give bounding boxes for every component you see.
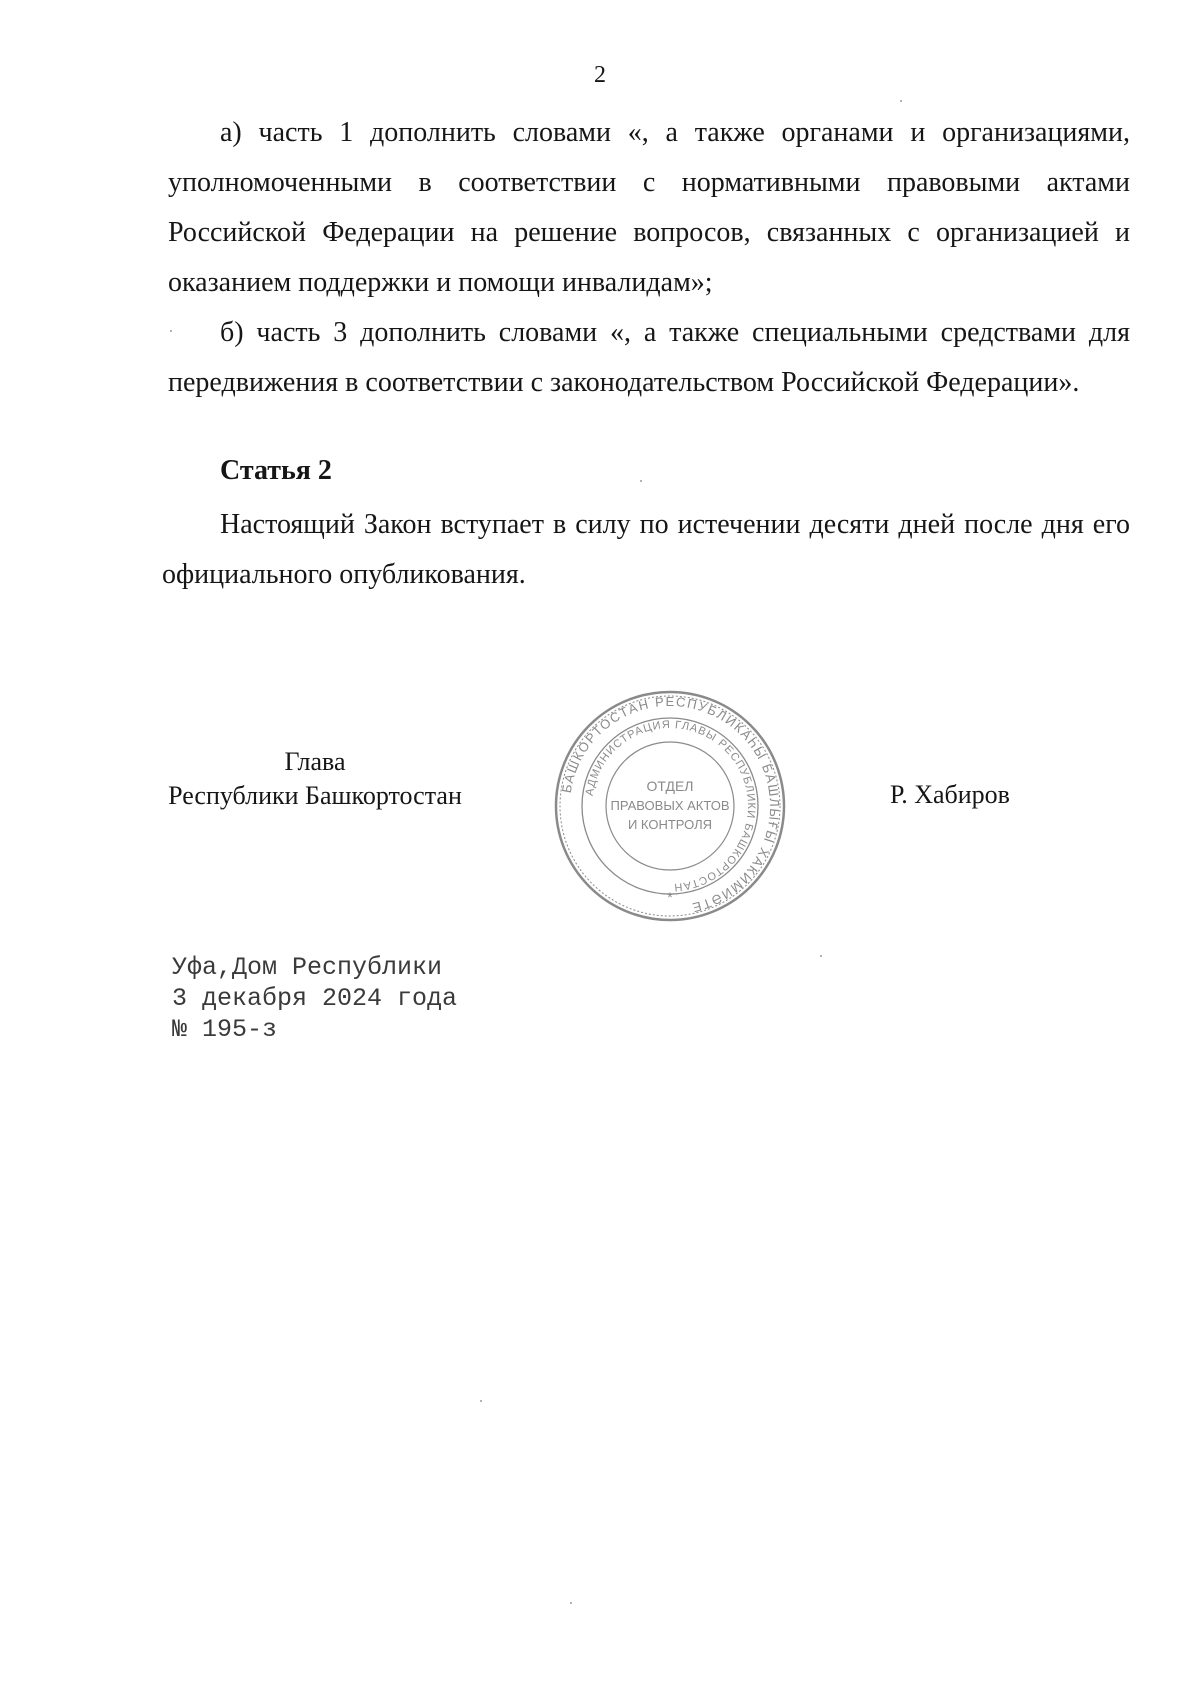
signer-title <box>150 745 480 813</box>
seal-center-line1: ОТДЕЛ <box>646 778 694 794</box>
official-seal <box>550 686 790 926</box>
place-date-block <box>172 952 457 1045</box>
scan-speck <box>570 1602 572 1604</box>
seal-star-icon: * <box>667 889 673 905</box>
amendments-block <box>168 108 1130 408</box>
scan-speck <box>480 1400 482 1402</box>
seal-center-line2: ПРАВОВЫХ АКТОВ <box>610 798 730 813</box>
signer-title-line2: Республики Башкортостан <box>168 781 462 810</box>
seal-outer-text: БАШКОРТОСТАН РЕСПУБЛИКАҺЫ БАШЛЫҒЫ ХАКИМИӘТЕ <box>558 693 783 916</box>
page-number: 2 <box>594 62 606 88</box>
scan-speck <box>900 100 902 102</box>
amendment-b: б) часть 3 дополнить словами «, а также специальными средствами для передвижения в соответствии с законодательством Российской Федерации». <box>168 317 1130 398</box>
amendment-a: а) часть 1 дополнить словами «, а также органами и организациями, уполномоченными в соответствии с нормативными правовыми актами Российской Федерации на решение вопросов, связанных с организацией и оказанием поддержки и помощи инвалидам»; <box>168 117 1130 298</box>
signing-place: Уфа,Дом Республики <box>172 953 443 982</box>
scan-speck <box>820 955 822 957</box>
seal-inner-text: АДМИНИСТРАЦИЯ ГЛАВЫ РЕСПУБЛИКИ БАШКОРТОСТАН <box>583 718 758 894</box>
scan-speck <box>640 480 642 482</box>
article-text: Настоящий Закон вступает в силу по истечении десяти дней после дня его официального опубликования. <box>162 509 1130 590</box>
signing-date: 3 декабря 2024 года <box>172 984 458 1013</box>
seal-graphic <box>550 686 790 926</box>
seal-center-line3: И КОНТРОЛЯ <box>627 817 713 832</box>
article-title: Статья 2 <box>220 455 332 486</box>
scan-speck <box>170 330 172 332</box>
signer-name: Р. Хабиров <box>890 780 1010 809</box>
signer-title-line1: Глава <box>284 747 346 776</box>
law-number: № 195-з <box>172 1015 278 1044</box>
